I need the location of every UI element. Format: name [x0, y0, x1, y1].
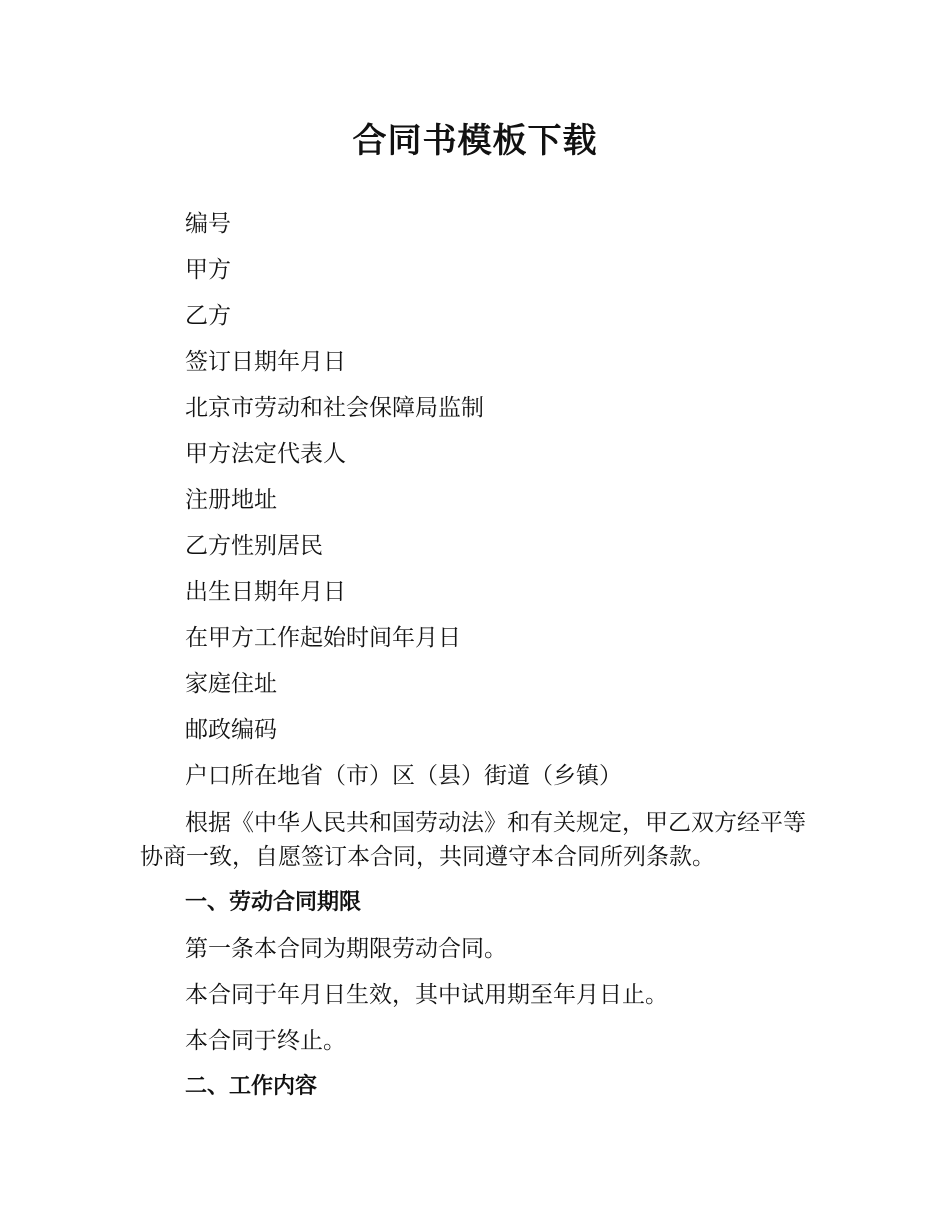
field-postal-code: 邮政编码 — [185, 717, 277, 743]
field-registered-address: 注册地址 — [185, 487, 277, 513]
preamble-paragraph: 根据《中华人民共和国劳动法》和有关规定，甲乙双方经平等协商一致，自愿签订本合同，共同遵守本合同所列条款。 — [140, 810, 806, 870]
field-household-registration: 户口所在地省（市）区（县）街道（乡镇） — [185, 763, 622, 789]
section-heading-contract-term: 一、劳动合同期限 — [185, 890, 362, 915]
document-title: 合同书模板下载 — [352, 121, 598, 161]
field-supervisor: 北京市劳动和社会保障局监制 — [185, 395, 484, 421]
field-signing-date: 签订日期年月日 — [185, 349, 346, 375]
clause-paragraph: 本合同于终止。 — [185, 1028, 346, 1054]
field-birth-date: 出生日期年月日 — [185, 579, 346, 605]
document-body — [140, 201, 810, 1110]
field-party-a: 甲方 — [185, 257, 231, 283]
field-party-b-gender: 乙方性别居民 — [185, 533, 323, 559]
clause-paragraph: 第一条本合同为期限劳动合同。 — [185, 936, 507, 962]
section-heading-work-content: 二、工作内容 — [185, 1074, 318, 1099]
field-party-b: 乙方 — [185, 303, 231, 329]
clause-paragraph: 本合同于年月日生效，其中试用期至年月日止。 — [185, 982, 668, 1008]
field-work-start-date: 在甲方工作起始时间年月日 — [185, 625, 461, 651]
field-legal-representative: 甲方法定代表人 — [185, 441, 346, 467]
field-home-address: 家庭住址 — [185, 671, 277, 697]
field-number: 编号 — [185, 211, 231, 237]
